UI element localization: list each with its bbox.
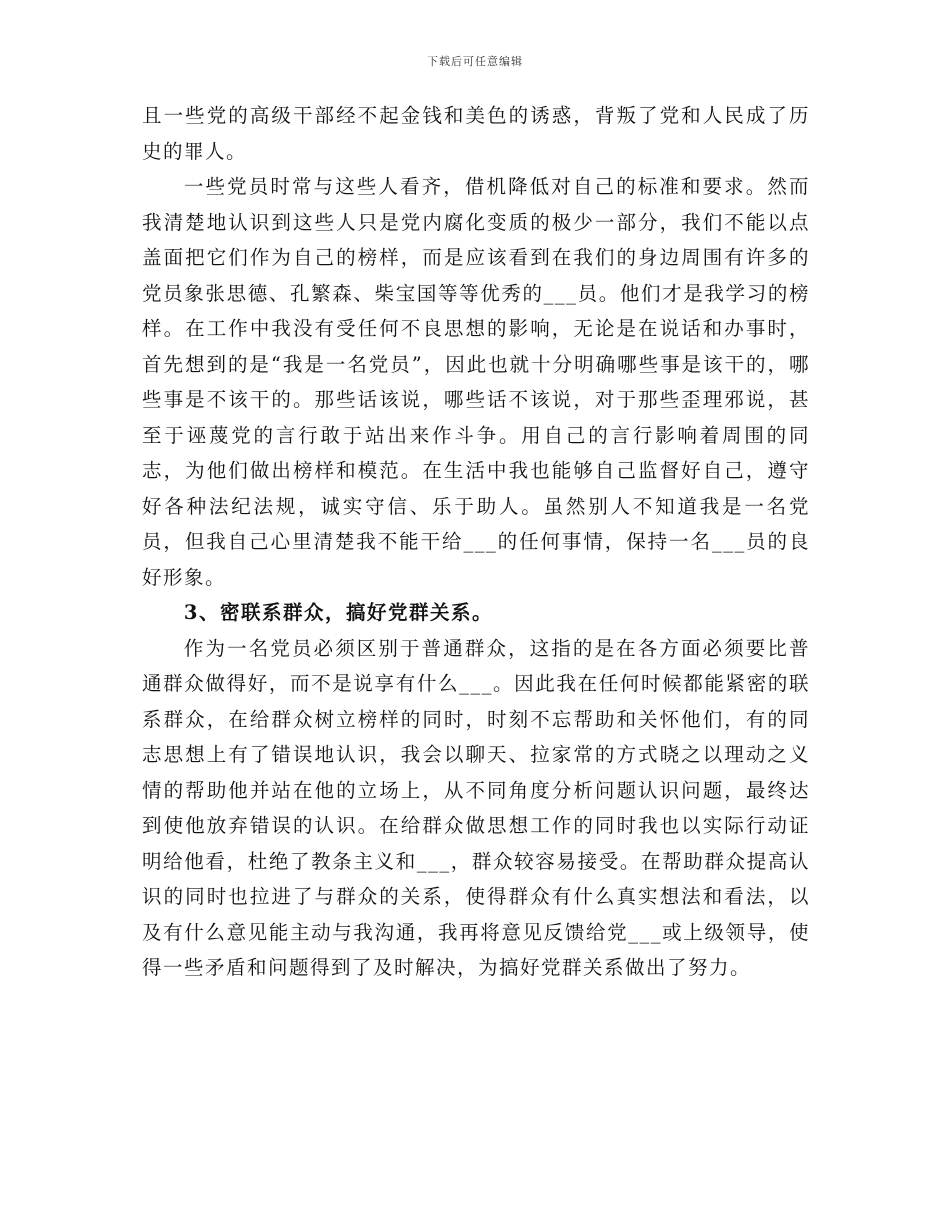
document-body: [142, 98, 810, 986]
page-header: 下载后可任意编辑: [427, 55, 523, 68]
paragraph-continuation: 且一些党的高级干部经不起金钱和美色的诱惑，背叛了党和人民成了历史的罪人。: [142, 104, 810, 163]
section-heading: 3、密联系群众，搞好党群关系。: [183, 601, 493, 624]
paragraph-party-members: 一些党员时常与这些人看齐，借机降低对自己的标准和要求。然而我清楚地认识到这些人只是党内腐化变质的极少一部分，我们不能以点盖面把它们作为自己的榜样，而是应该看到在我们的身边周围有许多的党员象张思德、孔繁森、柴宝国等等优秀的___员。他们才是我学习的榜样。在工作中我没有受任何不良思想的影响，无论是在说话和办事时，首先想到的是“我是一名党员”，因此也就十分明确哪些事是该干的，哪些事是不该干的。那些话该说，哪些话不该说，对于那些歪理邪说，甚至于诬蔑党的言行敢于站出来作斗争。用自己的言行影响着周围的同志，为他们做出榜样和模范。在生活中我也能够自己监督好自己，遵守好各种法纪法规，诚实守信、乐于助人。虽然别人不知道我是一名党员，但我自己心里清楚我不能干给___的任何事情，保持一名___员的良好形象。: [142, 175, 810, 589]
paragraph-masses-relations: 作为一名党员必须区别于普通群众，这指的是在各方面必须要比普通群众做得好，而不是说享有什么___。因此我在任何时候都能紧密的联系群众，在给群众树立榜样的同时，时刻不忘帮助和关怀他们，有的同志思想上有了错误地认识，我会以聊天、拉家常的方式晓之以理动之义情的帮助他并站在他的立场上，从不同角度分析问题认识问题，最终达到使他放弃错误的认识。在给群众做思想工作的同时我也以实际行动证明给他看，杜绝了教条主义和___，群众较容易接受。在帮助群众提高认识的同时也拉进了与群众的关系，使得群众有什么真实想法和看法，以及有什么意见能主动与我沟通，我再将意见反馈给党___或上级领导，使得一些矛盾和问题得到了及时解决，为搞好党群关系做出了努力。: [142, 636, 810, 979]
